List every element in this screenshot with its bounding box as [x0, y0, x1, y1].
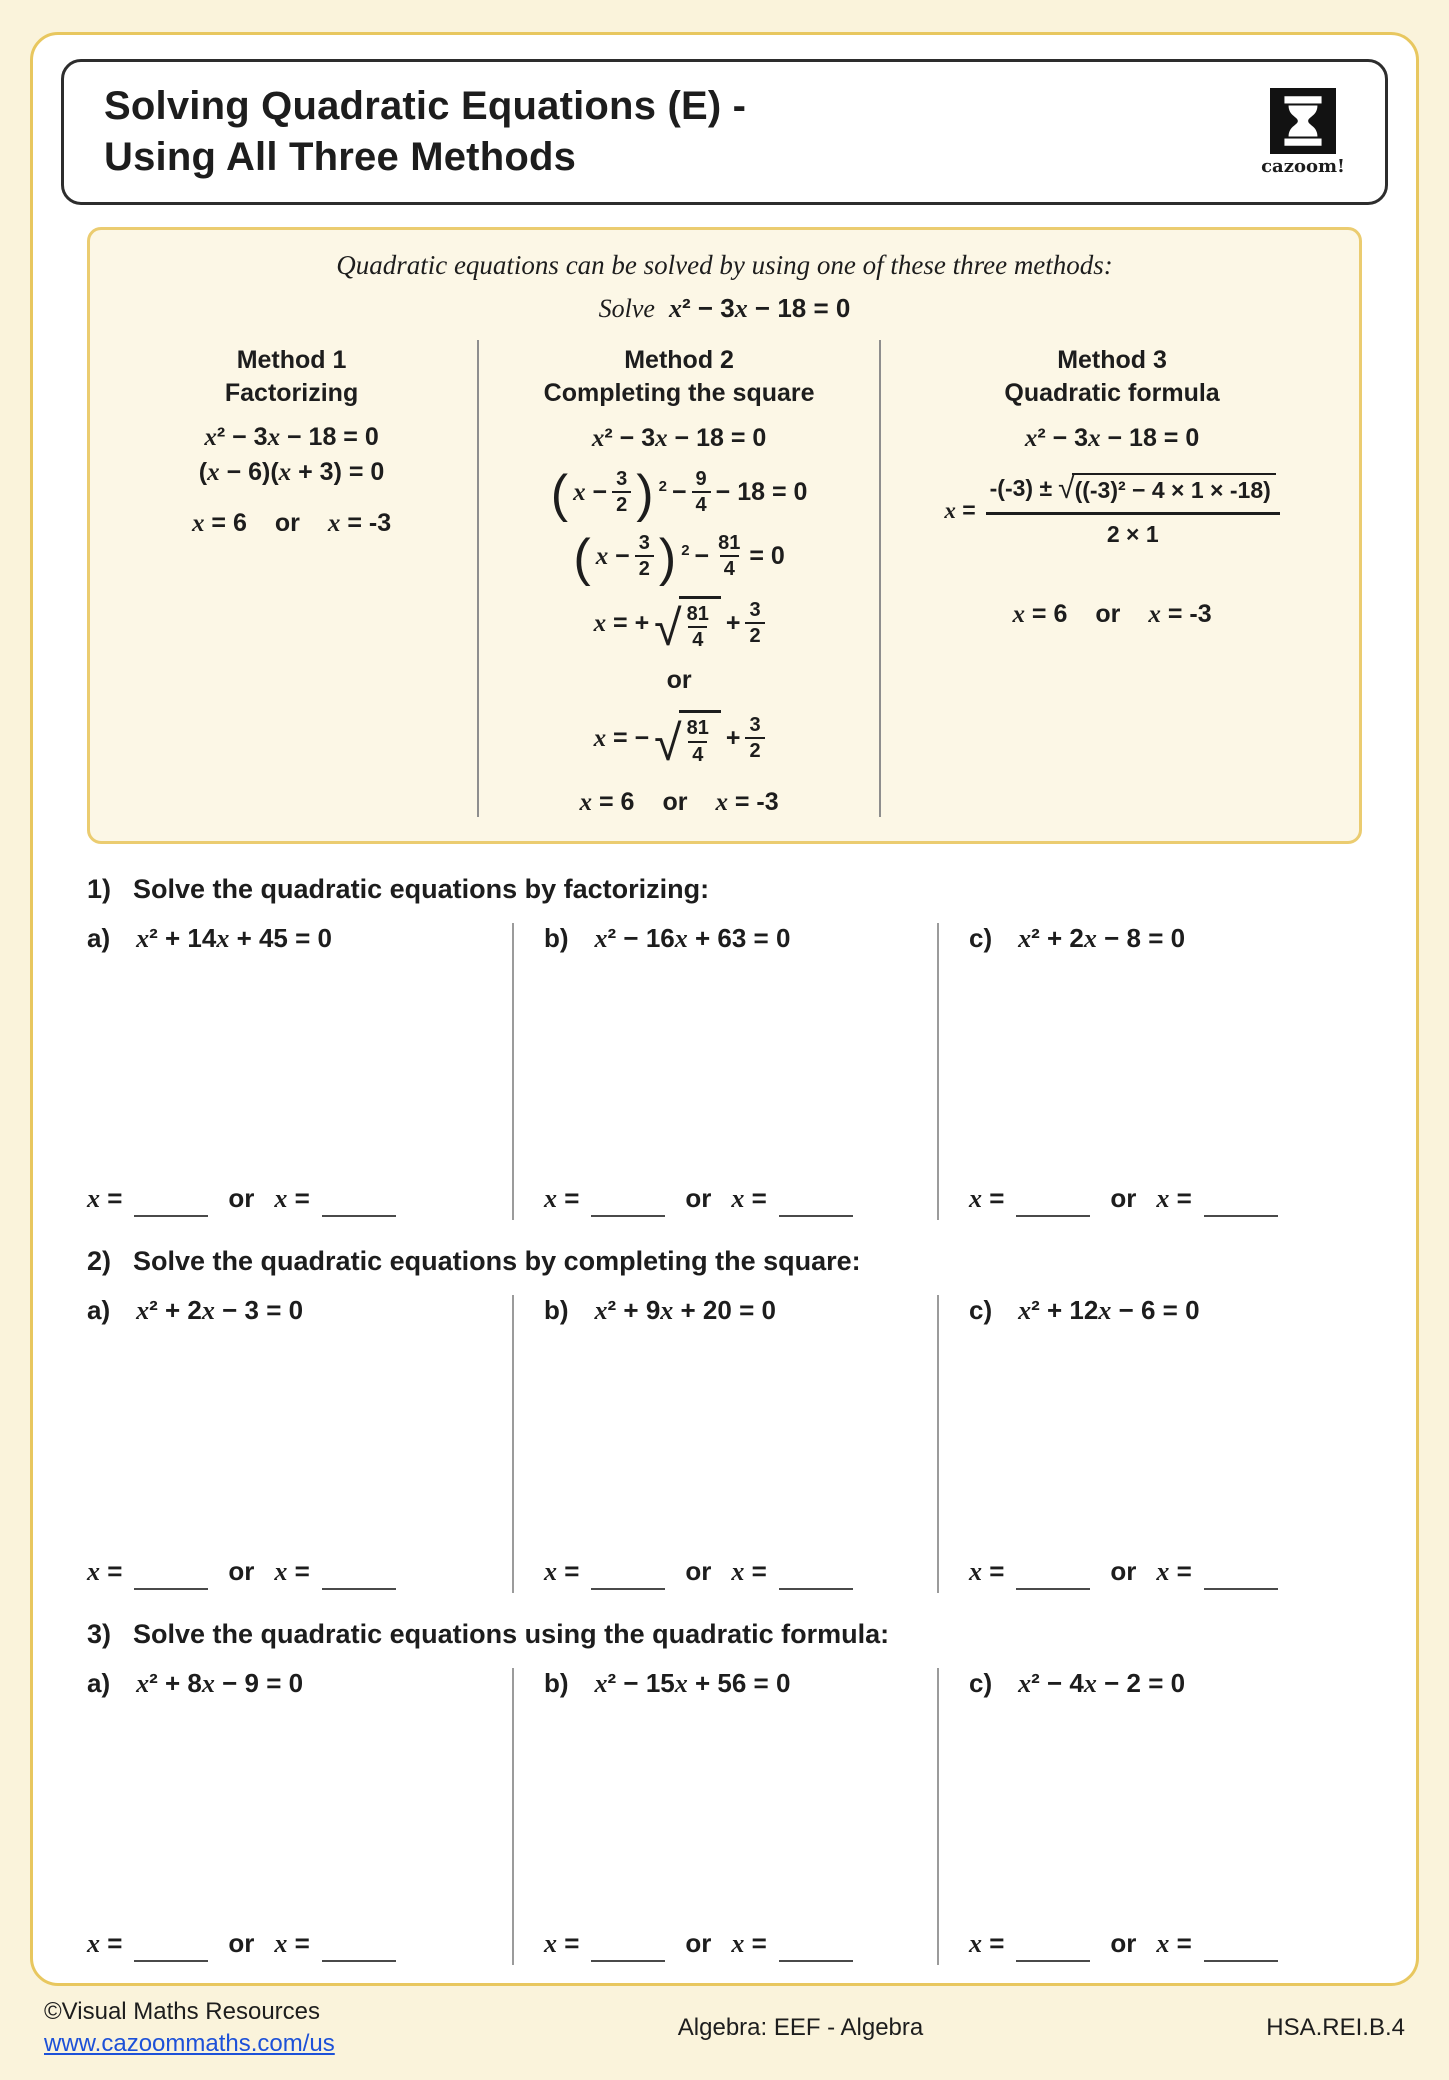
method1-title-line2: Factorizing — [224, 378, 359, 407]
question-3-prompt: Solve the quadratic equations using the quadratic formula: — [133, 1618, 890, 1649]
fraction — [683, 603, 713, 652]
part-label: c) — [969, 1667, 993, 1698]
answer-x-label: x = — [544, 1183, 580, 1214]
page-title-line2: Using All Three Methods — [104, 135, 577, 179]
result-x1: x = 6 — [579, 788, 635, 817]
minus-sign: − — [671, 477, 687, 506]
equation-tail: = 0 — [749, 541, 785, 570]
answer-blank — [134, 1562, 208, 1590]
answer-x-label: x = — [87, 1183, 123, 1214]
intro-sentence: Quadratic equations can be solved by using one of these three methods: — [336, 250, 1113, 280]
q2a-equation-row — [87, 1295, 496, 1326]
footer — [0, 1986, 1449, 2061]
question-2-number: 2) — [87, 1246, 112, 1277]
work-area — [544, 1326, 921, 1555]
answer-blank — [322, 1189, 396, 1217]
answer-or-label: or — [1110, 1928, 1137, 1959]
answer-or-label: or — [685, 1928, 712, 1959]
answer-x-label: x = — [731, 1555, 767, 1586]
answer-row — [969, 1183, 1346, 1220]
method2-title — [489, 344, 869, 409]
or-word: or — [666, 666, 692, 695]
answer-or-label: or — [228, 1555, 255, 1586]
worksheet-panel — [30, 32, 1419, 1986]
q1b-equation-row — [544, 923, 921, 954]
fraction-numerator: 81 — [686, 717, 709, 740]
page-title — [104, 81, 746, 183]
cazoom-website-link[interactable]: www.cazoommaths.com/us — [44, 2030, 335, 2058]
fraction-numerator: 3 — [749, 713, 761, 736]
fraction-denominator: 4 — [692, 491, 711, 516]
q1-part-a — [87, 923, 512, 1220]
fraction — [612, 468, 631, 517]
answer-blank — [1204, 1562, 1278, 1590]
fraction — [692, 468, 711, 517]
q3b-equation-row — [544, 1668, 921, 1699]
square-root — [654, 596, 721, 657]
fraction-denominator: 2 — [745, 622, 764, 647]
method2-eq2: ( x − $\frac{3}{2}$ ) $^2$ − $\frac{9}{4}$ − 18 = 0 — [550, 465, 808, 524]
method1-column — [106, 340, 477, 817]
answer-row — [87, 1556, 496, 1593]
answer-x-label: x = — [87, 1928, 123, 1959]
footer-standard-code: HSA.REI.B.4 — [1266, 2014, 1405, 2042]
radicand — [679, 710, 721, 766]
answer-blank — [779, 1934, 853, 1962]
answer-row — [969, 1556, 1346, 1593]
q1c-equation-row — [969, 923, 1346, 954]
square-root — [1058, 473, 1276, 505]
answer-x-label: x = — [87, 1555, 123, 1586]
answer-blank — [591, 1189, 665, 1217]
answer-x-label: x = — [274, 1183, 310, 1214]
method1-eq2 — [116, 458, 467, 487]
method2-title-line2: Completing the square — [543, 378, 815, 407]
equation-text: x² − 3x − 18 = 0 — [204, 423, 379, 451]
question-3-header — [87, 1619, 1362, 1650]
q2-part-a — [87, 1295, 512, 1592]
method1-eq1 — [116, 423, 467, 452]
answer-x-label: x = — [731, 1928, 767, 1959]
answer-blank — [1016, 1934, 1090, 1962]
method2-or — [489, 666, 869, 695]
fraction — [745, 599, 764, 648]
method2-column — [477, 340, 879, 817]
part-label: a) — [87, 923, 111, 954]
result-or: or — [662, 788, 688, 817]
formula-denominator: 2 × 1 — [986, 512, 1280, 548]
part-equation: x² − 16x + 63 = 0 — [594, 923, 791, 954]
method3-formula — [891, 473, 1333, 548]
answer-or-label: or — [685, 1183, 712, 1214]
q1a-equation-row — [87, 923, 496, 954]
q1-part-b — [512, 923, 937, 1220]
q3-part-a — [87, 1668, 512, 1965]
answer-or-label: or — [228, 1183, 255, 1214]
result-or: or — [274, 509, 300, 537]
question-2 — [61, 1246, 1388, 1592]
q2-part-c — [937, 1295, 1362, 1592]
q3a-equation-row — [87, 1668, 496, 1699]
part-label: a) — [87, 1667, 111, 1698]
method2-eq4 — [489, 596, 869, 657]
part-label: c) — [969, 1295, 993, 1326]
equation-tail: − 18 = 0 — [715, 477, 808, 506]
term: x − — [573, 477, 608, 506]
answer-blank — [134, 1934, 208, 1962]
page-title-line1: Solving Quadratic Equations (E) - — [104, 83, 747, 128]
answer-blank — [1204, 1934, 1278, 1962]
method1-title — [116, 344, 467, 409]
q2-part-b — [512, 1295, 937, 1592]
answer-blank — [779, 1562, 853, 1590]
fraction-denominator: 4 — [688, 626, 707, 651]
footer-category: Algebra: EEF - Algebra — [677, 2014, 924, 2042]
solve-word: Solve — [598, 293, 655, 323]
fraction-numerator: 3 — [638, 531, 650, 554]
answer-x-label: x = — [1156, 1183, 1192, 1214]
cazoom-drum-icon — [1270, 88, 1336, 154]
numerator-prefix: -(-3) ± — [989, 475, 1053, 502]
answer-or-label: or — [685, 1555, 712, 1586]
fraction-denominator: 4 — [688, 741, 707, 766]
question-2-prompt: Solve the quadratic equations by completing the square: — [133, 1246, 861, 1277]
method1-title-line1: Method 1 — [236, 346, 347, 374]
answer-x-label: x = — [274, 1928, 310, 1959]
minus-sign: − — [694, 541, 710, 570]
question-3-grid — [87, 1668, 1362, 1965]
fraction — [635, 532, 654, 581]
plus-sign: + — [725, 608, 741, 637]
answer-blank — [591, 1934, 665, 1962]
answer-x-label: x = — [274, 1555, 310, 1586]
method2-title-line1: Method 2 — [624, 346, 734, 374]
cazoom-logo — [1255, 88, 1351, 177]
methods-grid — [106, 340, 1343, 817]
question-2-header — [87, 1246, 1362, 1277]
method1-result — [116, 509, 467, 538]
method3-column — [879, 340, 1343, 817]
answer-blank — [322, 1934, 396, 1962]
fraction-numerator: 81 — [686, 602, 709, 625]
work-area — [969, 1699, 1346, 1928]
answer-blank — [1204, 1189, 1278, 1217]
answer-or-label: or — [228, 1928, 255, 1959]
answer-blank — [591, 1562, 665, 1590]
plus-sign: + — [725, 723, 741, 752]
answer-row — [544, 1928, 921, 1965]
method2-eq3: ( x − $\frac{3}{2}$ ) $^2$ − $\frac{81}{4}$ = 0 — [573, 529, 785, 588]
answer-blank — [134, 1189, 208, 1217]
q2b-equation-row — [544, 1295, 921, 1326]
exponent: 2 — [681, 541, 690, 559]
part-equation: x² + 2x − 3 = 0 — [136, 1295, 304, 1326]
work-area — [87, 954, 496, 1183]
fraction-numerator: 3 — [616, 468, 628, 490]
footer-credits — [44, 1996, 335, 2061]
answer-or-label: or — [1110, 1183, 1137, 1214]
q3c-equation-row — [969, 1668, 1346, 1699]
fraction-numerator: 81 — [718, 531, 741, 554]
radicand: ((-3)² − 4 × 1 × -18) — [1072, 473, 1276, 505]
method2-eq1 — [489, 424, 869, 453]
result-x2: x = -3 — [327, 509, 392, 537]
square-root — [654, 710, 721, 772]
part-label: b) — [544, 1295, 569, 1326]
part-label: c) — [969, 923, 993, 954]
method2-eq5 — [489, 710, 869, 772]
answer-blank — [779, 1189, 853, 1217]
solve-example-line — [106, 293, 1343, 324]
answer-x-label: x = — [731, 1183, 767, 1214]
answer-blank — [1016, 1189, 1090, 1217]
fraction-denominator: 2 — [745, 737, 764, 762]
question-3 — [61, 1619, 1388, 1965]
formula-lhs: x = — [944, 496, 976, 523]
result-or: or — [1095, 599, 1121, 628]
part-equation: x² + 8x − 9 = 0 — [136, 1667, 304, 1698]
fraction — [683, 717, 713, 766]
radical-sign: √ — [654, 600, 682, 657]
part-equation: x² + 2x − 8 = 0 — [1018, 923, 1186, 954]
q1-part-c — [937, 923, 1362, 1220]
part-equation: x² + 14x + 45 = 0 — [136, 923, 332, 954]
part-label: b) — [544, 1667, 569, 1698]
answer-row — [544, 1556, 921, 1593]
radical-sign: √ — [1058, 472, 1075, 505]
answer-x-label: x = — [969, 1928, 1005, 1959]
part-equation: x² + 12x − 6 = 0 — [1018, 1295, 1200, 1326]
answer-blank — [1016, 1562, 1090, 1590]
part-equation: x² − 15x + 56 = 0 — [594, 1667, 791, 1698]
question-1-number: 1) — [87, 874, 112, 905]
equation-text: (x − 6)(x + 3) = 0 — [198, 458, 385, 486]
result-x1: x = 6 — [1012, 599, 1068, 628]
part-equation: x² − 4x − 2 = 0 — [1018, 1667, 1186, 1698]
equation-text: x² − 3x − 18 = 0 — [1024, 424, 1200, 452]
radicand — [679, 596, 721, 652]
method3-title — [891, 344, 1333, 409]
cazoom-logo-text: cazoom! — [1261, 155, 1345, 177]
q3-part-b — [512, 1668, 937, 1965]
term: x = + — [593, 608, 650, 637]
work-area — [969, 1326, 1346, 1555]
formula-fraction — [986, 473, 1280, 548]
term: x = − — [593, 723, 650, 752]
question-3-number: 3) — [87, 1618, 112, 1649]
answer-x-label: x = — [969, 1183, 1005, 1214]
radical-sign: √ — [654, 715, 682, 772]
fraction-numerator: 9 — [695, 468, 707, 490]
work-area — [87, 1699, 496, 1928]
answer-row — [87, 1928, 496, 1965]
answer-row — [87, 1183, 496, 1220]
method3-title-line1: Method 3 — [1057, 346, 1167, 374]
method2-result — [489, 788, 869, 817]
question-1-grid — [87, 923, 1362, 1220]
q3-part-c — [937, 1668, 1362, 1965]
answer-x-label: x = — [969, 1555, 1005, 1586]
result-x2: x = -3 — [1148, 599, 1212, 628]
answer-row — [969, 1928, 1346, 1965]
answer-row — [544, 1183, 921, 1220]
fraction-denominator: 2 — [635, 555, 654, 580]
fraction — [745, 714, 764, 763]
method3-result — [891, 600, 1333, 629]
equation-text: x² − 3x − 18 = 0 — [591, 424, 767, 452]
answer-blank — [322, 1562, 396, 1590]
fraction — [714, 532, 744, 581]
question-1 — [61, 874, 1388, 1220]
work-area — [544, 1699, 921, 1928]
fraction-denominator: 2 — [612, 491, 631, 516]
title-box — [61, 59, 1388, 205]
answer-x-label: x = — [1156, 1928, 1192, 1959]
answer-or-label: or — [1110, 1555, 1137, 1586]
answer-x-label: x = — [544, 1928, 580, 1959]
work-area — [544, 954, 921, 1183]
result-x2: x = -3 — [715, 788, 779, 817]
method3-title-line2: Quadratic formula — [1004, 378, 1220, 407]
methods-box — [87, 227, 1362, 844]
answer-x-label: x = — [544, 1555, 580, 1586]
copyright-text: ©Visual Maths Resources — [44, 1998, 321, 2025]
question-1-header — [87, 874, 1362, 905]
solve-equation: x² − 3x − 18 = 0 — [668, 293, 851, 323]
fraction-denominator: 4 — [720, 555, 739, 580]
question-2-grid — [87, 1295, 1362, 1592]
part-label: a) — [87, 1295, 111, 1326]
method3-eq1 — [891, 424, 1333, 453]
formula-numerator — [986, 473, 1280, 512]
work-area — [87, 1326, 496, 1555]
term: x − — [595, 541, 630, 570]
exponent: 2 — [658, 477, 667, 495]
result-x1: x = 6 — [191, 509, 247, 537]
question-1-prompt: Solve the quadratic equations by factorizing: — [133, 874, 710, 905]
part-equation: x² + 9x + 20 = 0 — [594, 1295, 776, 1326]
fraction-numerator: 3 — [749, 599, 761, 622]
work-area — [969, 954, 1346, 1183]
part-label: b) — [544, 923, 569, 954]
q2c-equation-row — [969, 1295, 1346, 1326]
answer-x-label: x = — [1156, 1555, 1192, 1586]
